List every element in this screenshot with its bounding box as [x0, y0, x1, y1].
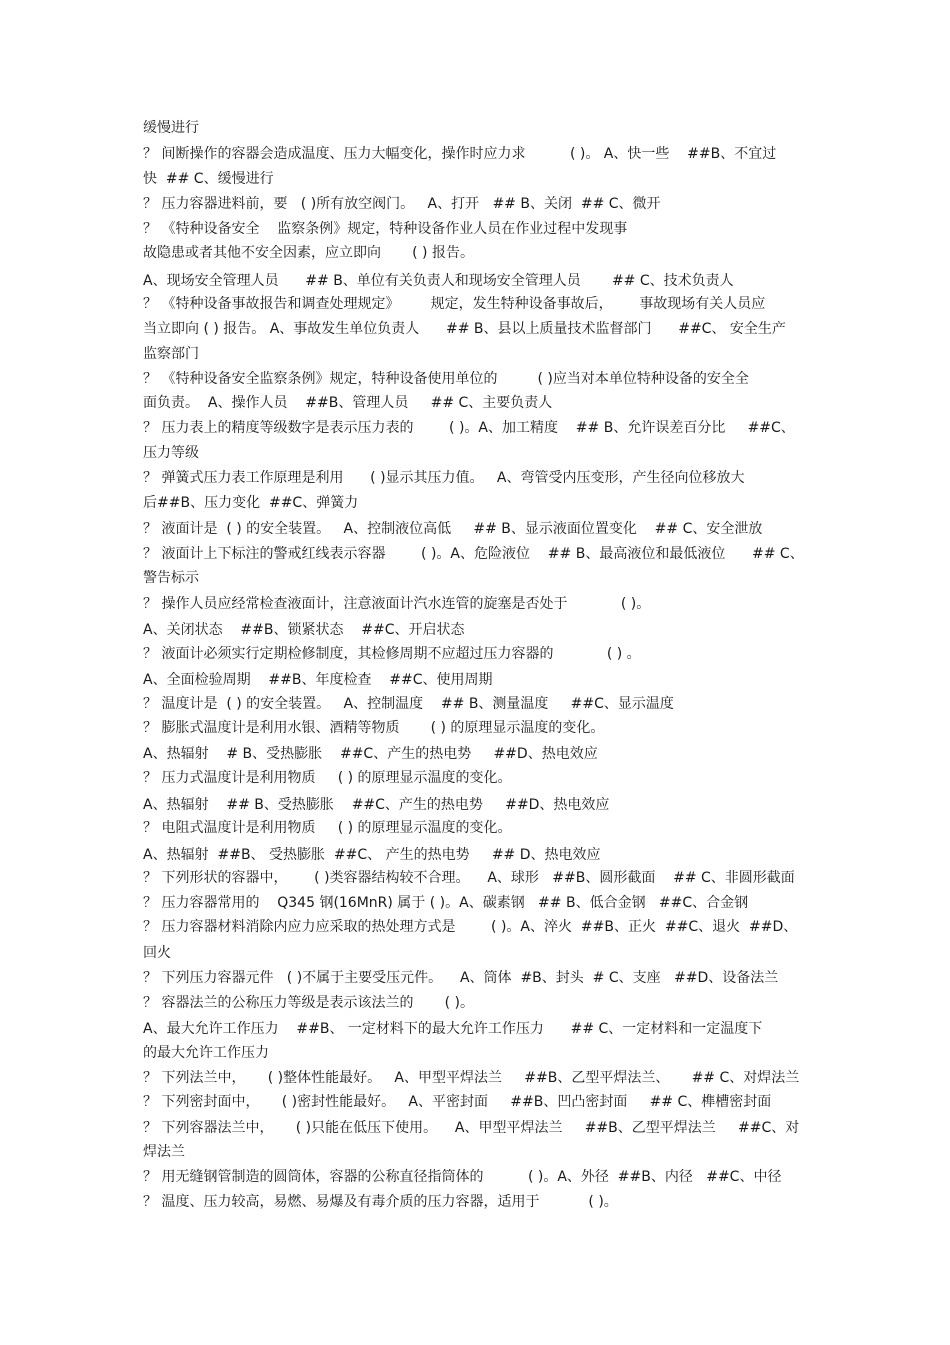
text-line: 快 ## C、缓慢进行	[143, 171, 274, 187]
text-line: A、关闭状态 ##B、锁紧状态 ##C、开启状态	[143, 622, 465, 638]
text-line: ？ 液面计上下标注的警戒红线表示容器 ( )。A、危险液位 ## B、最高液位和最低液位 ## C、	[143, 546, 804, 562]
text-line: ？ 间断操作的容器会造成温度、压力大幅变化，操作时应力求 ( )。 A、快一些 ##B、不宜过	[143, 146, 777, 162]
text-line: ？ 温度计是 ( ) 的安全装置。 A、控制温度 ## B、测量温度 ##C、显示温度	[143, 696, 674, 712]
text-line: ？ 电阻式温度计是利用物质 ( ) 的原理显示温度的变化。	[143, 820, 512, 836]
text-line: A、全面检验周期 ##B、年度检查 ##C、使用周期	[143, 672, 493, 688]
text-line: ？ 温度、压力较高，易燃、易爆及有毒介质的压力容器，适用于 ( )。	[143, 1194, 618, 1210]
text-line: ？ 《特种设备安全 监察条例》规定，特种设备作业人员在作业过程中发现事	[143, 221, 628, 237]
text-line: A、热辐射 ##B、 受热膨胀 ##C、 产生的热电势 ## D、热电效应	[143, 847, 601, 863]
text-line: ？ 下列法兰中， ( )整体性能最好。 A、甲型平焊法兰 ##B、乙型平焊法兰、 ## C、对焊法兰	[143, 1070, 800, 1086]
text-line: ？ 压力容器材料消除内应力应采取的热处理方式是 ( )。A、淬火 ##B、正火 ##C、退火 ##D、	[143, 919, 798, 935]
text-line: ？ 下列压力容器元件 ( )不属于主要受压元件。 A、筒体 #B、封头 # C、支座 ##D、设备法兰	[143, 970, 779, 986]
text-line: ？ 压力表上的精度等级数字是表示压力表的 ( )。A、加工精度 ## B、允许误差百分比 ##C、	[143, 420, 795, 436]
text-line: ？ 液面计是 ( ) 的安全装置。 A、控制液位高低 ## B、显示液面位置变化 ## C、安全泄放	[143, 521, 763, 537]
text-line: 故隐患或者其他不安全因素，应立即向 ( ) 报告。	[143, 245, 474, 261]
text-line: A、现场安全管理人员 ## B、单位有关负责人和现场安全管理人员 ## C、技术负责人	[143, 273, 734, 289]
text-line: A、热辐射 ## B、受热膨胀 ##C、产生的热电势 ##D、热电效应	[143, 797, 610, 813]
text-line: 压力等级	[143, 445, 199, 461]
text-line: ？ 操作人员应经常检查液面计，注意液面计汽水连管的旋塞是否处于 ( )。	[143, 596, 651, 612]
text-line: ？ 下列形状的容器中， ( )类容器结构较不合理。 A、球形 ##B、圆形截面 ## C、非圆形截面	[143, 870, 795, 886]
text-line: 缓慢进行	[143, 120, 199, 136]
text-line: ？ 膨胀式温度计是利用水银、酒精等物质 ( ) 的原理显示温度的变化。	[143, 720, 605, 736]
text-line: ？ 容器法兰的公称压力等级是表示该法兰的 ( )。	[143, 995, 474, 1011]
text-line: ？ 弹簧式压力表工作原理是利用 ( )显示其压力值。 A、弯管受内压变形，产生径向位移放大	[143, 470, 745, 486]
text-line: ？ 《特种设备事故报告和调查处理规定》 规定，发生特种设备事故后， 事故现场有关人员应	[143, 296, 766, 312]
text-line: ？ 压力容器进料前，要 ( )所有放空阀门。 A、打开 ## B、关闭 ## C、微开	[143, 196, 661, 212]
text-line: ？ 压力容器常用的 Q345 钢(16MnR) 属于 ( )。A、碳素钢 ## B、低合金钢 ##C、合金钢	[143, 895, 749, 911]
text-line: ？ 用无缝钢管制造的圆筒体，容器的公称直径指筒体的 ( )。A、外径 ##B、内径 ##C、中径	[143, 1169, 782, 1185]
text-line: 回火	[143, 945, 171, 961]
text-line: 后##B、压力变化 ##C、弹簧力	[143, 495, 359, 511]
text-line: A、最大允许工作压力 ##B、 一定材料下的最大允许工作压力 ## C、一定材料和一定温度下	[143, 1021, 763, 1037]
text-line: 的最大允许工作压力	[143, 1045, 269, 1061]
text-line: A、热辐射 # B、受热膨胀 ##C、产生的热电势 ##D、热电效应	[143, 746, 598, 762]
text-line: ？ 下列容器法兰中， ( )只能在低压下使用。 A、甲型平焊法兰 ##B、乙型平焊法兰 ##C、对	[143, 1120, 800, 1136]
text-line: ？ 液面计必须实行定期检修制度，其检修周期不应超过压力容器的 ( ) 。	[143, 646, 641, 662]
text-line: ？ 《特种设备安全监察条例》规定，特种设备使用单位的 ( )应当对本单位特种设备的安全全	[143, 371, 749, 387]
text-line: 警告标示	[143, 570, 199, 586]
text-line: 面负责。 A、操作人员 ##B、管理人员 ## C、主要负责人	[143, 395, 553, 411]
text-line: 焊法兰	[143, 1144, 185, 1160]
text-line: 监察部门	[143, 346, 199, 362]
text-line: ？ 压力式温度计是利用物质 ( ) 的原理显示温度的变化。	[143, 770, 512, 786]
text-line: ？ 下列密封面中， ( )密封性能最好。 A、平密封面 ##B、凹凸密封面 ## C、榫槽密封面	[143, 1094, 772, 1110]
text-line: 当立即向 ( ) 报告。 A、事故发生单位负责人 ## B、县以上质量技术监督部门 ##C、 安全生产	[143, 321, 786, 337]
